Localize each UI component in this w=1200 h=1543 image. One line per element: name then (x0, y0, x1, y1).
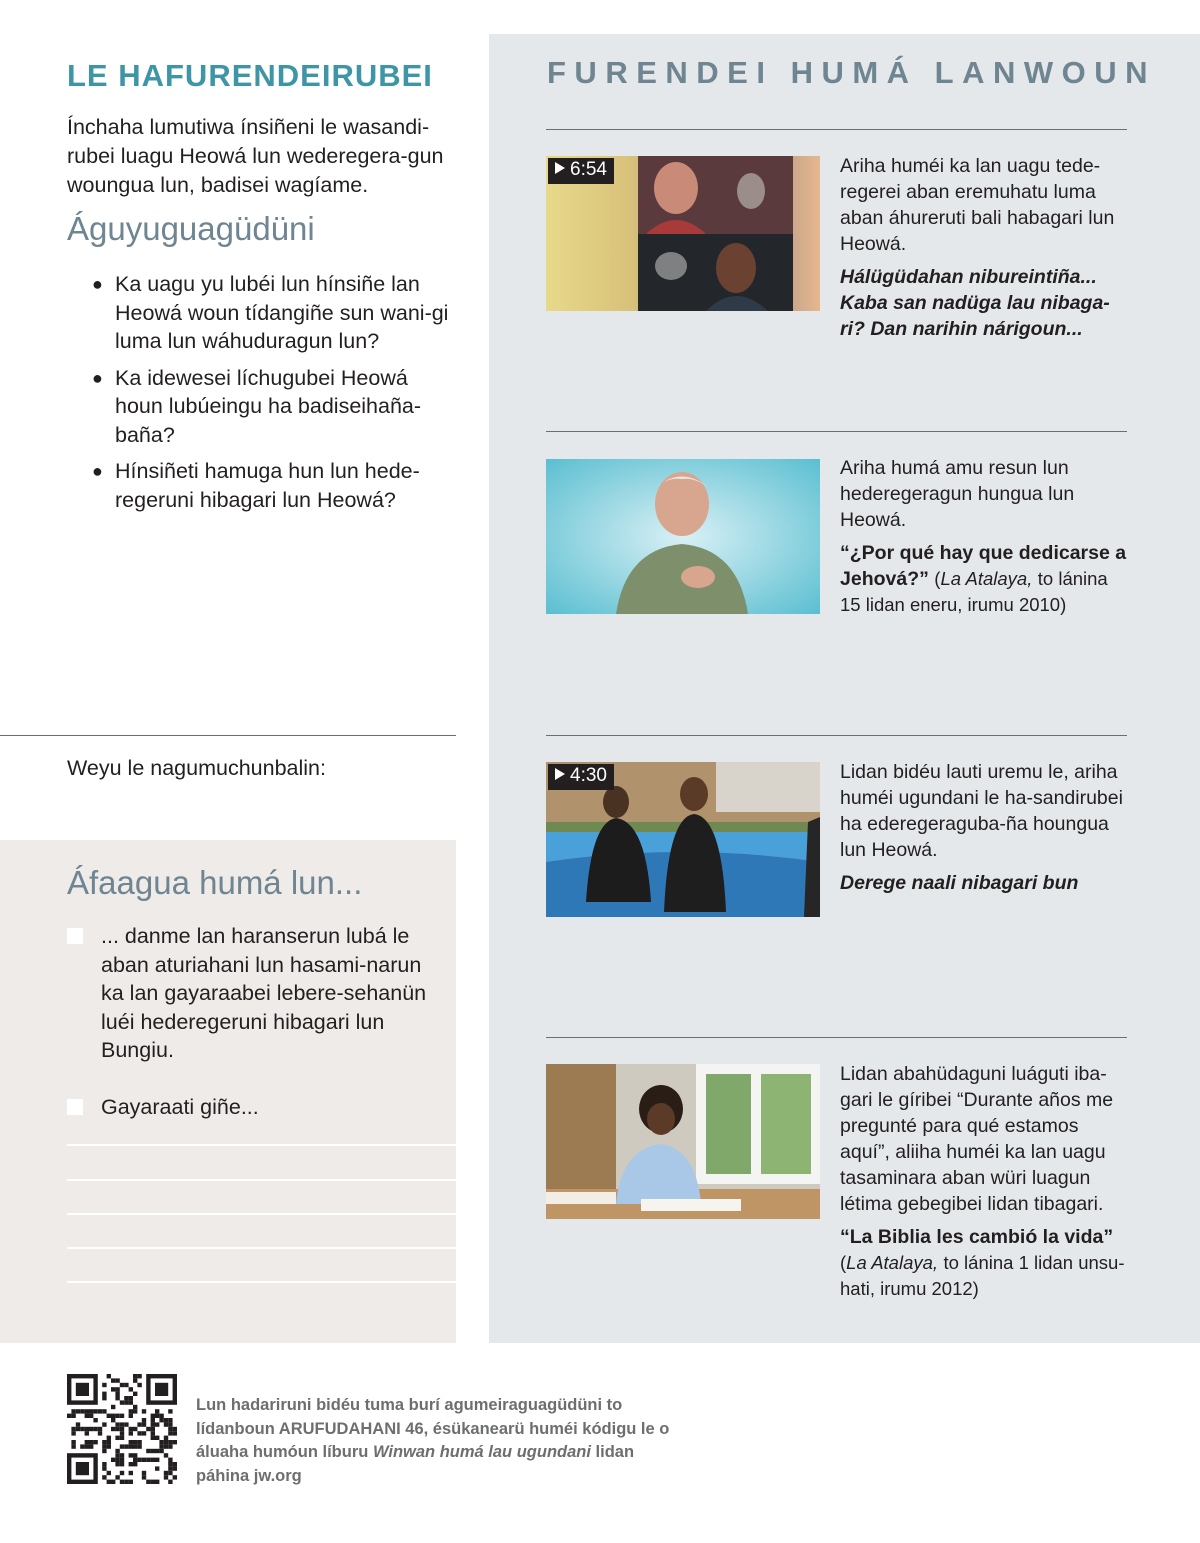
divider (546, 735, 1127, 736)
divider (546, 129, 1127, 130)
review-question: ● Hínsiñeti hamuga hun lun hede-regeruni hibagari lun Heowá? (92, 459, 420, 512)
video-duration-badge: 4:30 (548, 764, 614, 790)
writing-line[interactable] (67, 1213, 456, 1215)
goal-text: ... danme lan haranserun lubá le aban aturiahani lun hasami-narun ka lan gayaraabei lebere-sehanün luéi hederegeruni hibagari lun Bungiu. (101, 924, 427, 1062)
bullet-icon: ● (92, 461, 103, 481)
review-question: ● Ka uagu yu lubéi lun hínsiñe lan Heowá woun tídangiñe sun wani-gi luma lun wáhuduragun lun? (92, 272, 449, 353)
article-thumbnail[interactable] (546, 1064, 820, 1219)
video-thumbnail[interactable] (546, 762, 820, 917)
bullet-icon: ● (92, 367, 103, 388)
goal-text: Gayaraati giñe... (101, 1095, 259, 1119)
explore-link[interactable]: “La Biblia les cambió la vida” (La Atalaya, to lánina 1 lidan unsu-hati, irumu 2012) (840, 1226, 1125, 1299)
goal-item[interactable] (67, 922, 447, 1065)
play-icon (555, 768, 565, 780)
checkbox[interactable] (67, 1099, 83, 1115)
explore-link[interactable]: “¿Por qué hay que dedicarse a Jehová?” (La Atalaya, to lánina 15 lidan eneru, irumu 2010) (840, 542, 1127, 615)
divider (546, 431, 1127, 432)
checkbox[interactable] (67, 928, 83, 944)
video-thumbnail[interactable] (546, 156, 820, 311)
explore-link[interactable]: Hálügüdahan nibureintiña... Kaba san nadüga lau nibaga-ri? Dan narihin nárigoun... (840, 266, 1110, 340)
divider (546, 1037, 1127, 1038)
goal-item[interactable] (67, 1093, 447, 1122)
review-title: Águyuguagüdüni (67, 210, 315, 247)
bullet-icon: ● (92, 274, 103, 294)
explore-link[interactable]: Derege naali nibagari bun (840, 872, 1079, 894)
divider (0, 735, 456, 736)
notes-label: Weyu le nagumuchunbalin: (67, 756, 326, 780)
explore-item-description: Lidan abahüdaguni luáguti iba-gari le gíribei “Durante años me pregunté para qué estamos aquí”, aliiha huméi ka lan uagu tasaminara aban würi luagun létima gebegibei lidan tibagari. “La Biblia les cambió la vida” (La Atalaya, to lánina 1 lidan unsu-hati, irumu 2012) (840, 1061, 1130, 1309)
explore-item-description: Ariha huméi ka lan uagu tede-regerei aban eremuhatu luma aban áhureruti bali habagari lun Heowá. Hálügüdahan nibureintiña... Kaba san nadüga lau nibaga-ri? Dan narihin nárigoun... (840, 153, 1130, 349)
writing-line[interactable] (67, 1179, 456, 1181)
video-duration-badge: 6:54 (548, 158, 614, 184)
lesson-intro: Ínchaha lumutiwa ínsiñeni le wasandi-rubei luagu Heowá lun wederegera-gun woungua lun, badisei wagíame. (67, 115, 444, 197)
writing-line[interactable] (67, 1281, 456, 1283)
goal-title: Áfaagua humá lun... (67, 864, 363, 901)
footer-note: Lun hadariruni bidéu tuma burí agumeiraguagüdüni to lídanboun ARUFUDAHANI 46, ésükanearü huméi kódigu le o áluaha humóun líburu Winwan humá lau ugundani lidan páhina jw.org (196, 1396, 670, 1485)
review-questions (92, 270, 452, 522)
article-thumbnail-image (546, 1064, 820, 1219)
qr-code-image (67, 1374, 177, 1484)
explore-title: FURENDEI HUMÁ LANWOUN (547, 55, 1157, 90)
article-thumbnail-image (546, 459, 820, 614)
review-question: ● Ka idewesei líchugubei Heowá houn lubúeingu ha badiseihaña-baña? (92, 365, 422, 447)
explore-item-description: Lidan bidéu lauti uremu le, ariha huméi ugundani le ha-sandirubei ha ederegeraguba-ña houngua lun Heowá. Derege naali nibagari bun (840, 759, 1130, 903)
qr-code-icon[interactable] (67, 1374, 177, 1484)
writing-line[interactable] (67, 1144, 456, 1146)
explore-item-description: Ariha humá amu resun lun hederegeragun hungua lun Heowá. “¿Por qué hay que dedicarse a Jehová?” (La Atalaya, to lánina 15 lidan eneru, irumu 2010) (840, 455, 1130, 625)
article-thumbnail[interactable] (546, 459, 820, 614)
lesson-title: LE HAFURENDEIRUBEI (67, 58, 433, 93)
goal-panel (0, 840, 456, 1343)
writing-line[interactable] (67, 1247, 456, 1249)
play-icon (555, 162, 565, 174)
